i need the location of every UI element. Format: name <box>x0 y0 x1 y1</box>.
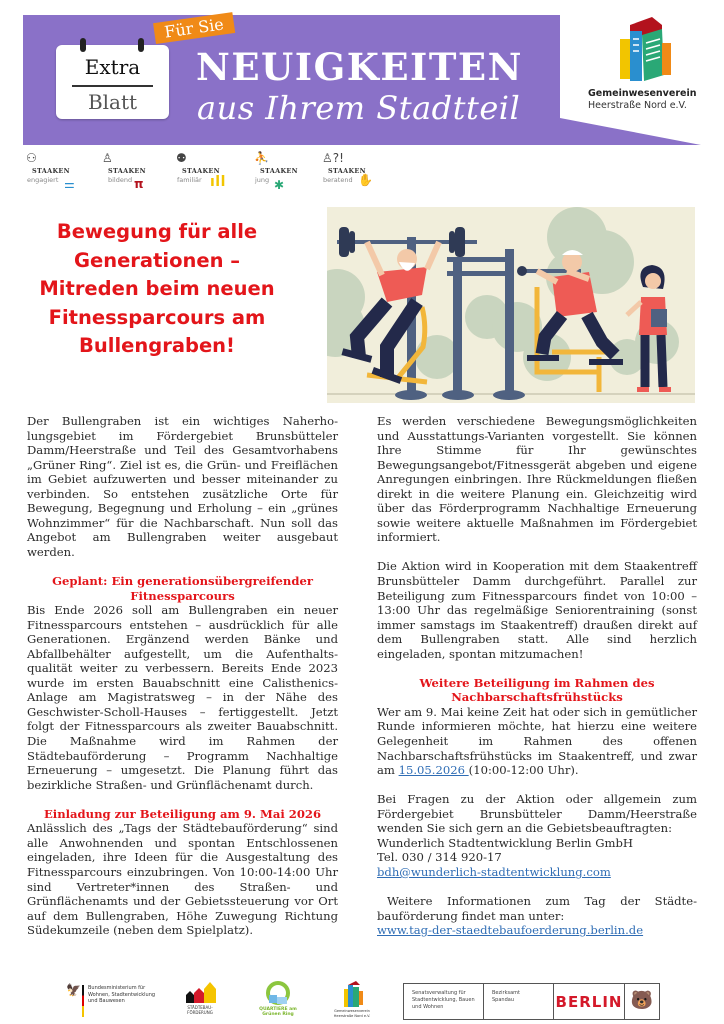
german-flag-bar <box>82 985 84 1017</box>
date-link[interactable]: 15.05.2026 <box>398 763 469 778</box>
reading-person-icon: ♙ <box>102 151 113 165</box>
more-info-link[interactable]: www.tag-der-staedtebaufoerderung.berlin.de <box>377 923 644 938</box>
houses-icon <box>180 981 220 1005</box>
right-column <box>377 414 697 938</box>
berlin-wordmark: BERLIN <box>555 993 623 1011</box>
more-info-text: Weitere Informationen zum Tag der Städtebauförderung findet man unter: <box>377 894 697 923</box>
berlin-bear-icon: 🐻 <box>630 990 654 1011</box>
contact-phone: Tel. 030 / 314 920-17 <box>377 850 502 865</box>
bezirk-text: Bezirksamt Spandau <box>492 990 520 1003</box>
section-text-geplant: Bis Ende 2026 soll am Bullengraben ein neuer Fitnessparcours entstehen – ausdrücklich für alle Generationen. Ergänzend werden Bänke und Abfallbehälter aufgestellt, um die Aufenthaltsqualität weiter zu verbessern. Bereits Ende 2023 wurde im ersten Bauabschnitt eine Calisthenics-Anlage am Magistratsweg – in der Nähe des Geschwister-Scholl-Hauses – fertiggestellt. Jetzt folgt der Fitnessparcours als zweiter Bauabschnitt. Die Maßnahme wird im Rahmen der Städtebauförderung – Programm Nachhaltige Erneuerung – umgesetzt. Die Planung führt das bezirkliche Straßen- und Grünflächenamt durch. <box>27 603 338 792</box>
bmw-logo <box>66 983 166 1017</box>
staaken-title: STAAKEN <box>108 167 146 175</box>
section-text-fruehstueck <box>377 705 697 778</box>
pi-icon: π <box>134 177 144 191</box>
staedtebaufoerderung-logo <box>180 981 220 1019</box>
gwv-text: Gemeinwesenverein Heerstraße Nord e.V. <box>333 1009 371 1018</box>
staaken-icon-strip <box>22 151 402 193</box>
fitness-illustration <box>327 207 695 403</box>
article-headline: Bewegung für alle Generationen – Mitreden beim neuen Fitnessparcours am Bullengraben! <box>39 220 275 358</box>
fruehstueck-text: Wer am 9. Mai keine Zeit hat oder sich in gemütlicher Runde informieren möchte, hat hierzu eine weitere Gelegenheit im Rahmen des offenen Nachbarschaftsfrühstücks im Staakentreff, und zwar am <box>377 704 697 778</box>
contact-company: Wunderlich Stadtentwicklung Berlin GmbH <box>377 835 634 850</box>
bmw-text: Bundesministerium für Wohnen, Stadtentwicklung und Bauwesen <box>88 985 156 1004</box>
staaken-familiaer <box>172 151 242 193</box>
family-icon: ⚉ <box>176 151 187 165</box>
staaken-sub: jung <box>255 176 270 184</box>
running-icon: ⛹ <box>254 151 269 165</box>
quartiere-text: QUARTIERE am Grünen Ring <box>259 1007 297 1017</box>
berlin-logo-box <box>403 983 660 1020</box>
divider <box>72 85 153 87</box>
binder-ring-icon <box>80 38 86 52</box>
contact-email-link[interactable]: bdh@wunderlich-stadtentwicklung.com <box>377 864 611 879</box>
left-column <box>27 414 338 938</box>
paragraph-kooperation: Die Aktion wird in Kooperation mit dem Staakentreff Brunsbütteler Damm durchgeführt. Parallel zur Beteiligung zum Fitnessparcours findet von 10:00 – 13:00 Uhr das regelmäßige Seniorentraining (sonst immer samstags im Staakentreff) draußen direkt auf dem Bullengraben statt. Alle sind herzlich eingeladen, spontan mitzumachen! <box>377 559 697 661</box>
footer-logos <box>0 975 724 1024</box>
quartiere-logo <box>256 981 300 1019</box>
staaken-title: STAAKEN <box>260 167 298 175</box>
contact-intro: Bei Fragen zu der Aktion oder allgemein zum Fördergebiet Brunsbütteler Damm/Heerstraße wenden Sie sich gern an die Gebietsbeauftragten: <box>377 792 697 836</box>
org-name <box>588 88 696 112</box>
binder-ring-icon <box>138 38 144 52</box>
staaken-beratend <box>318 151 388 193</box>
stadtebau-text: STÄDTEBAU-FÖRDERUNG <box>187 1005 213 1015</box>
page-title: NEUIGKEITEN <box>196 45 523 89</box>
staaken-jung <box>250 151 320 193</box>
paragraph-bewegung: Es werden verschiedene Bewegungsmöglichkeiten und Ausstattungs-Varianten vorgestellt. Sie können Ihre Stimme für Ihr gewünschtes Bewegungsangebot/Fitnessgerät abgeben und eigene Anregungen einbringen. Ihre Rückmeldungen fließen direkt in die weitere Planung ein. Gleichzeitig wird über das Förderprogramm Nachhaltige Erneuerung sowie weitere aktuelle Maßnahmen im Fördergebiet informiert. <box>377 414 697 545</box>
fruehstueck-time: (10:00-12:00 Uhr). <box>468 763 579 778</box>
page-subtitle: aus Ihrem Stadtteil <box>197 89 521 127</box>
staaken-sub: engagiert <box>27 176 59 184</box>
staaken-title: STAAKEN <box>182 167 220 175</box>
staaken-sub: familiär <box>177 176 202 184</box>
staaken-bildend <box>98 151 168 193</box>
senat-text: Senatsverwaltung für Stadtentwicklung, Bauen und Wohnen <box>412 990 475 1010</box>
section-heading-einladung: Einladung zur Beteiligung am 9. Mai 2026 <box>43 806 322 821</box>
staaken-title: STAAKEN <box>328 167 366 175</box>
section-heading-geplant: Geplant: Ein generationsübergreifender Fitnessparcours <box>52 574 313 603</box>
blatt-label: Blatt <box>87 90 138 114</box>
bars-icon: ıll <box>210 174 226 190</box>
extra-label: Extra <box>84 55 141 79</box>
green-ring-icon <box>256 981 300 1007</box>
staaken-engagiert <box>22 151 92 193</box>
hand-icon: ✋ <box>358 173 373 187</box>
gemeinwesenverein-logo <box>618 15 674 83</box>
asterisk-icon: ✱ <box>274 178 285 192</box>
staaken-sub: bildend <box>108 176 133 184</box>
section-text-einladung: Anlässlich des „Tags der Städtebauförderung“ sind alle Anwohnenden und spontan Entschlossenen eingeladen, ihre Ideen für die Ausgestaltung des Fitnessparcours einzubringen. Von 10:00-14:00 Uhr sind Vertreter*innen des Straßen- und Grünflächenamts und der Gebietssteuerung vor Ort auf dem Bullengraben, Höhe Zuwegung Richtung Südekumzeile (neben dem Spielplatz). <box>27 821 338 938</box>
header-banner <box>23 15 701 145</box>
question-person-icon: ♙?! <box>322 151 344 165</box>
org-name-line2: Heerstraße Nord e.V. <box>588 100 687 111</box>
fuer-sie-badge: Für Sie <box>153 12 235 44</box>
staaken-title: STAAKEN <box>32 167 70 175</box>
staaken-sub: beratend <box>323 176 353 184</box>
eagle-icon: 🦅 <box>66 983 81 997</box>
extra-blatt-card <box>56 45 169 119</box>
org-name-line1: Gemeinwesenverein <box>588 88 697 99</box>
gwv-logo-small <box>330 979 374 1021</box>
intro-paragraph: Der Bullengraben ist ein wichtiges Naherholungsgebiet im Fördergebiet Brunsbütteler Damm/Heerstraße und Teil des Gesamtvorhabens „Grüner Ring“. Ziel ist es, die Grün- und Freiflächen im Gebiet aufzuwerten und besser miteinander zu verbinden. So entstehen zusätzliche Orte für Bewegung, Begegnung und Erholung – ein „grünes Wohnzimmer“ für die Nachbarschaft. Nun soll das Angebot am Bullengraben weiter ausgebaut werden. <box>27 414 338 559</box>
section-heading-fruehstueck: Weitere Beteiligung im Rahmen des Nachbarschaftsfrühstücks <box>419 675 655 705</box>
stripes-icon: ⚌ <box>64 177 75 191</box>
buildings-icon <box>330 979 374 1009</box>
people-network-icon: ⚇ <box>26 151 37 165</box>
